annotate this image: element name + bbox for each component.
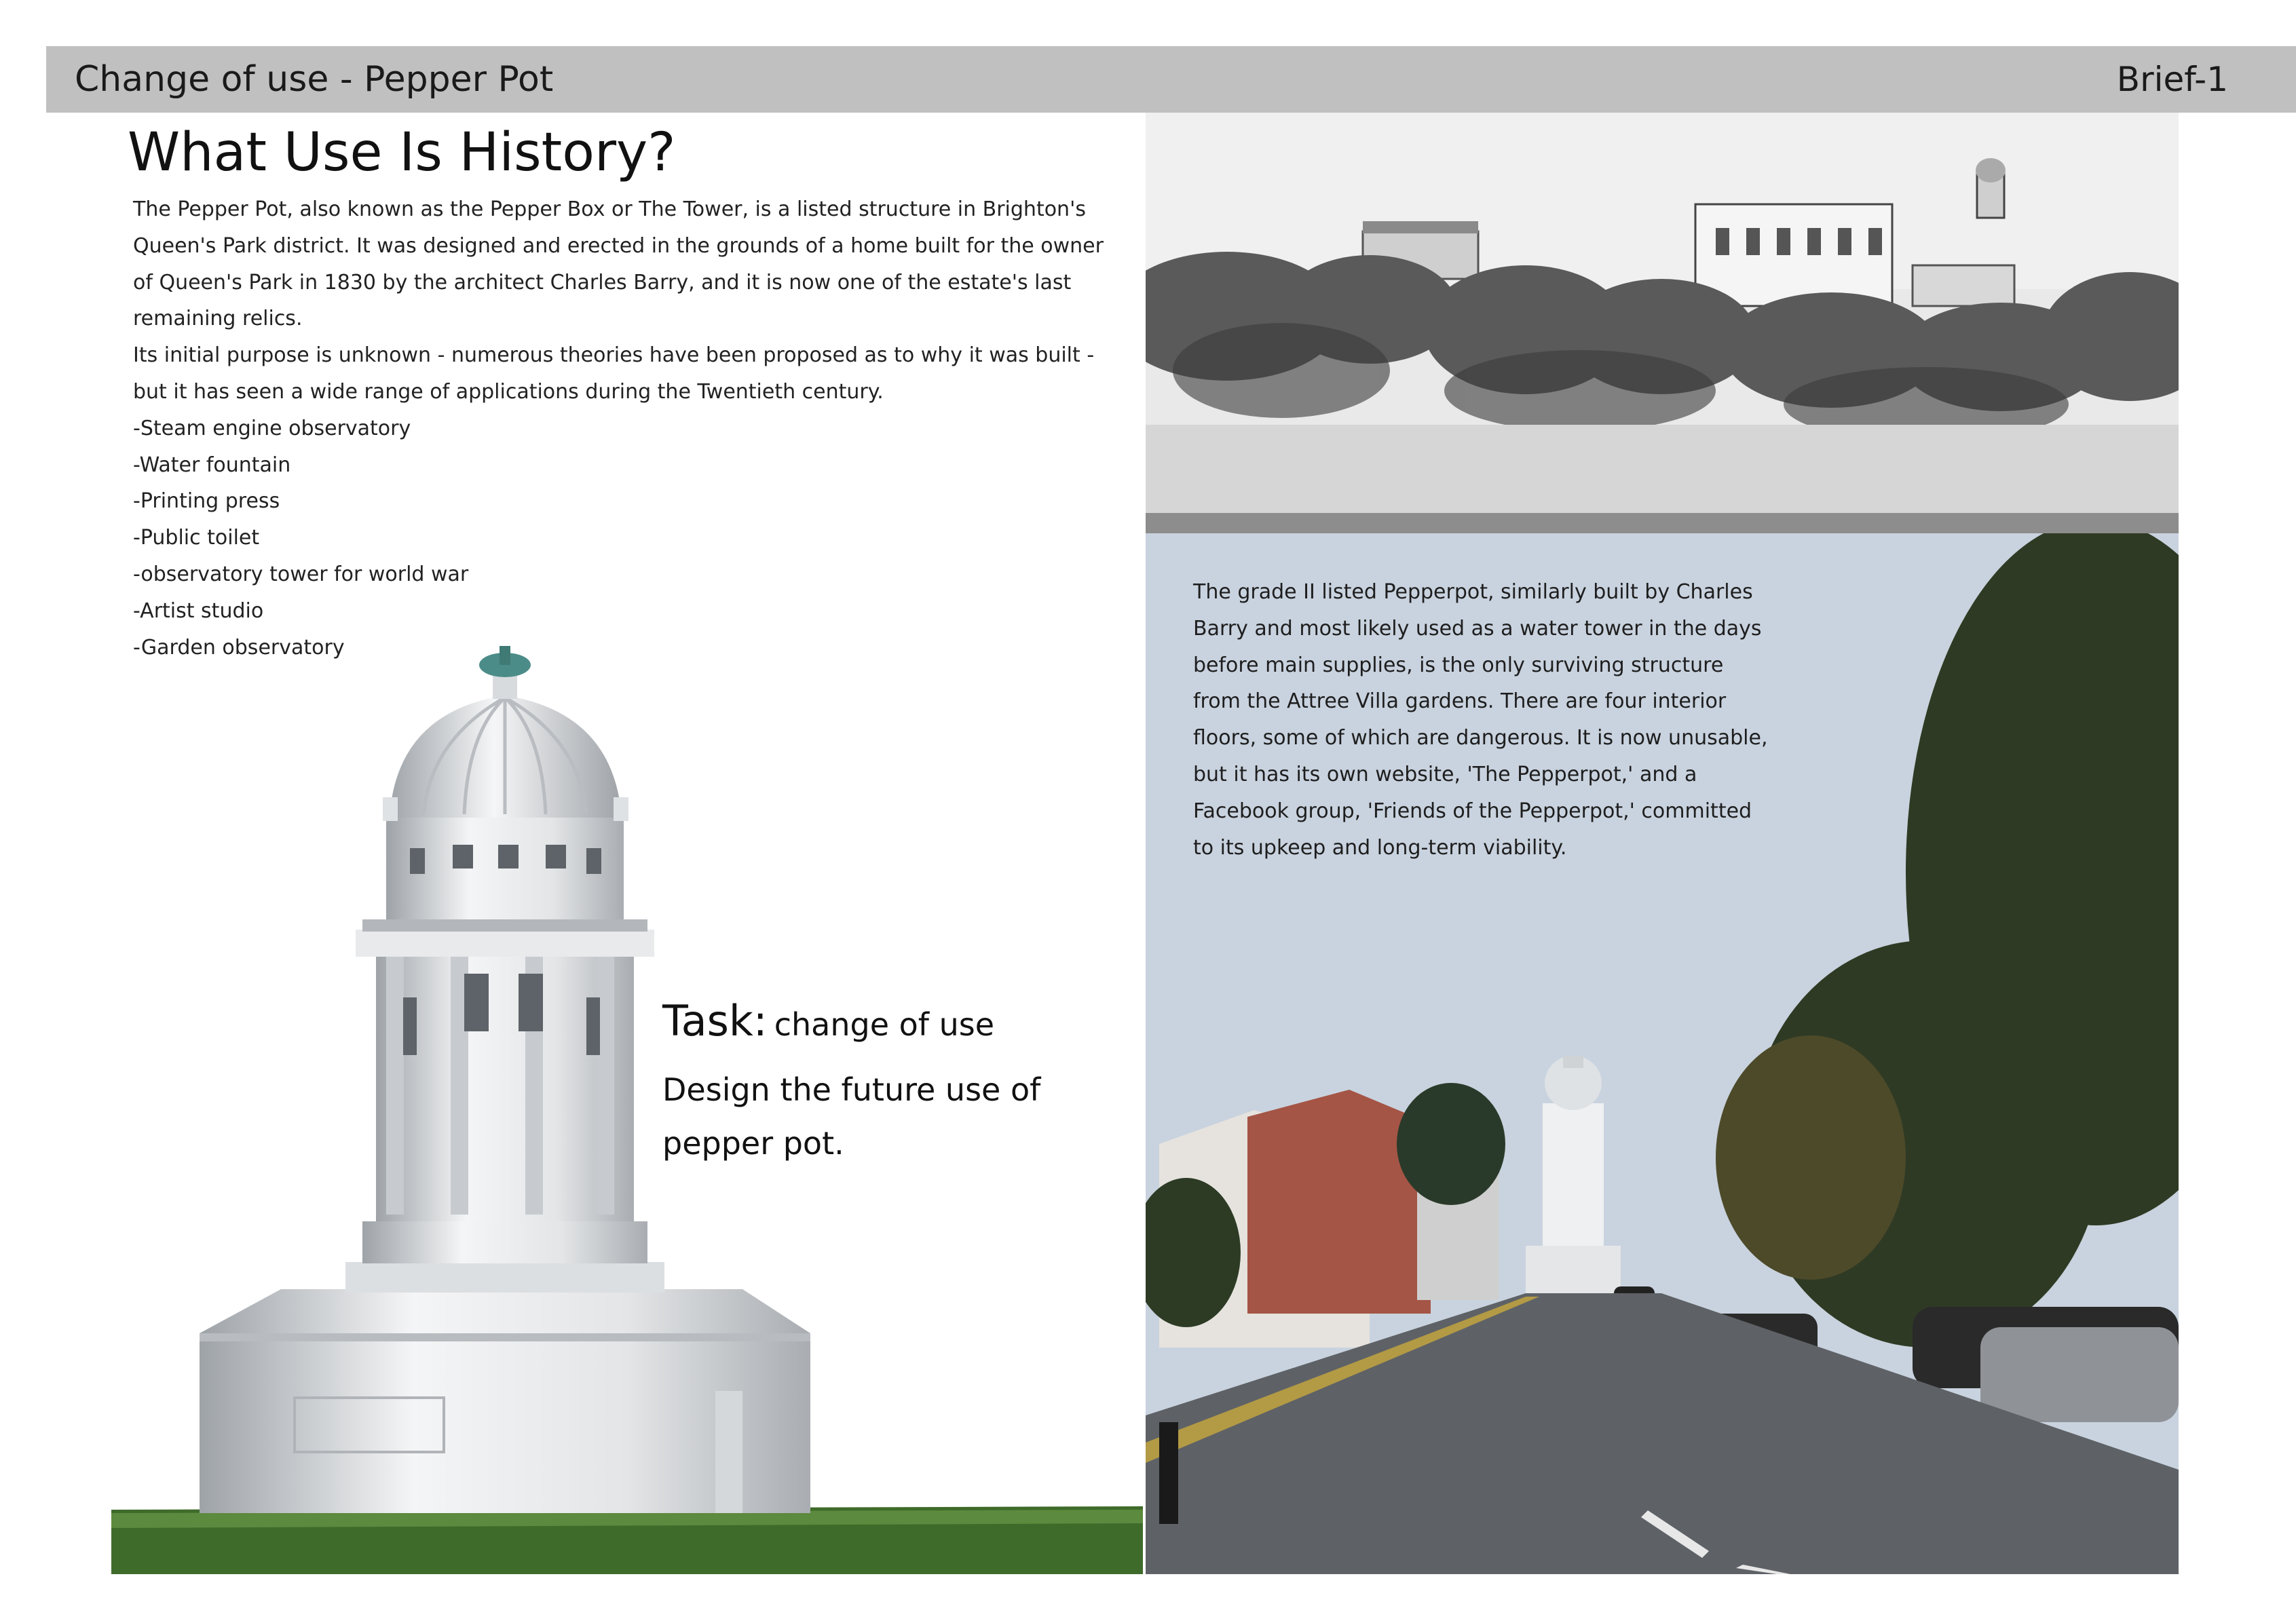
use-item: -Garden observatory bbox=[133, 635, 345, 660]
use-item: -Public toilet bbox=[133, 526, 260, 550]
historic-engraving-image bbox=[1146, 113, 2179, 533]
use-item: -Water fountain bbox=[133, 453, 291, 477]
header-bar bbox=[46, 46, 2296, 113]
task-line bbox=[662, 996, 1151, 1046]
page-heading: What Use Is History? bbox=[128, 122, 676, 183]
intro-paragraph: Its initial purpose is unknown - numerous theories have been proposed as to why it was built - but it has seen a wide range of applications during the Twentieth century. bbox=[133, 343, 1095, 404]
brief-label: Brief-1 bbox=[2116, 60, 2228, 99]
task-value: change of use bbox=[774, 1006, 994, 1043]
task-description: Design the future use of pepper pot. bbox=[662, 1071, 1041, 1162]
street-photo-caption: The grade II listed Pepperpot, similarly built by Charles Barry and most likely used as a water tower in the days before main supplies, is the only surviving structure from the Attree Villa gardens. There are four interior floors, some of which are dangerous. It is now unusable, but it has its own website, 'The Pepperpot,' and a Facebook group, 'Friends of the Pepperpot,' committed to its upkeep and long-term viability. bbox=[1193, 580, 1768, 860]
task-label: Task: bbox=[662, 996, 768, 1046]
street-photo bbox=[1146, 533, 2179, 1574]
use-item: -Printing press bbox=[133, 489, 280, 514]
intro-paragraph: The Pepper Pot, also known as the Pepper Box or The Tower, is a listed structure in Brighton's Queen's Park district. It was designed and erected in the grounds of a home built for the owner of Queen's Park in 1830 by the architect Charles Barry, and it is now one of the estate's last remaining relics. bbox=[133, 197, 1104, 331]
use-item: -Artist studio bbox=[133, 598, 264, 623]
intro-text bbox=[133, 191, 1110, 666]
task-block bbox=[662, 996, 1151, 1170]
use-item: -observatory tower for world war bbox=[133, 562, 469, 586]
document-title: Change of use - Pepper Pot bbox=[75, 59, 554, 100]
use-item: -Steam engine observatory bbox=[133, 416, 411, 440]
